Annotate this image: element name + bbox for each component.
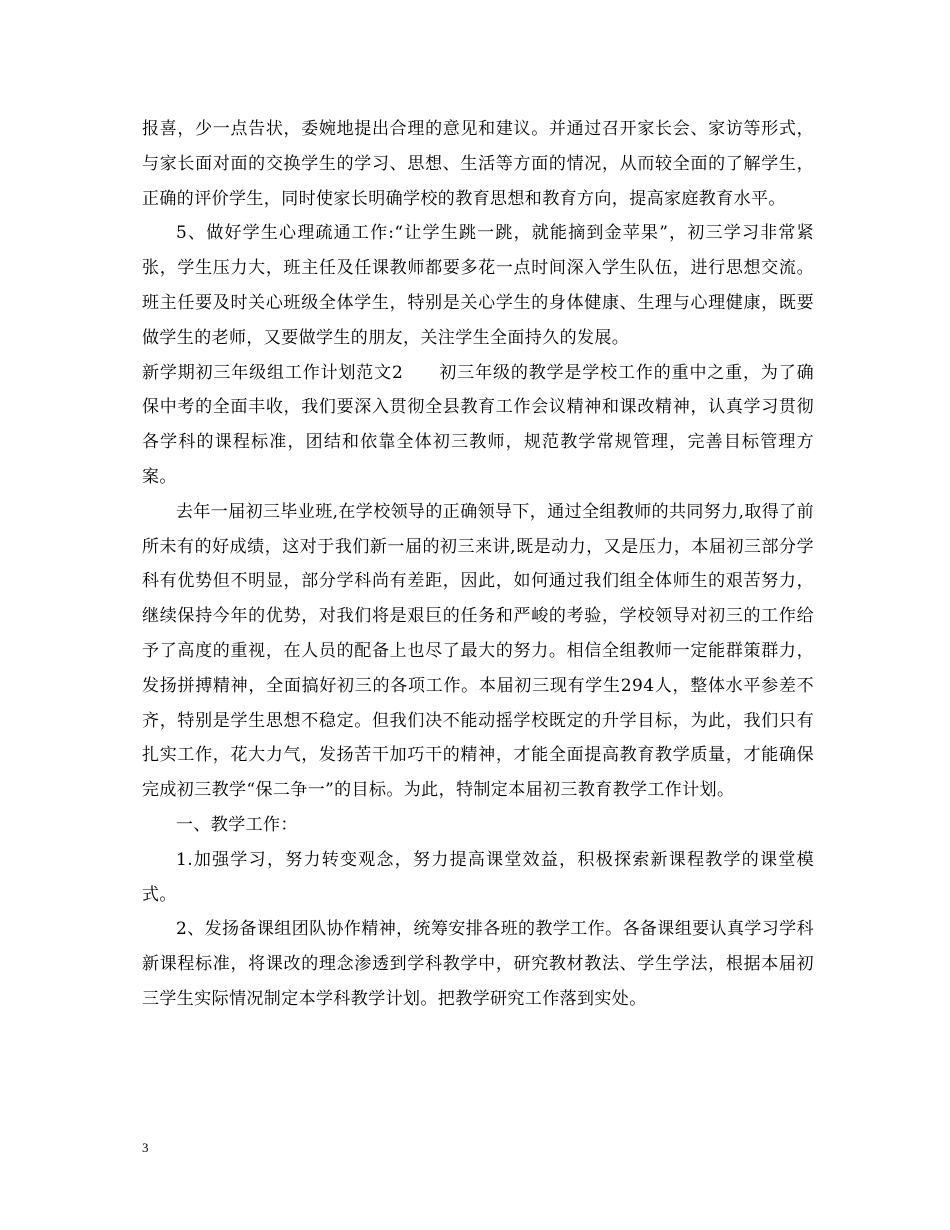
page-number: 3 — [142, 1140, 149, 1155]
list-item-lesson-prep-teamwork: 2、发扬备课组团队协作精神，统筹安排各班的教学工作。各备课组要认真学习学科新课程标准，将课改的理念渗透到学科教学中，研究教材教法、学生学法，根据本届初三学生实际情况制定本学科教学计划。把教学研究工作落到实处。 — [142, 919, 814, 1009]
list-item-strengthen-learning: 1.加强学习，努力转变观念，努力提高课堂效益，积极探索新课程教学的课堂模式。 — [142, 849, 814, 905]
paragraph-parent-communication: 报喜，少一点告状，委婉地提出合理的意见和建议。并通过召开家长会、家访等形式，与家长面对面的交换学生的学习、思想、生活等方面的情况，从而较全面的了解学生，正确的评价学生，同时使家长明确学校的教育思想和教育方向，提高家庭教育水平。 — [142, 119, 814, 209]
document-body — [142, 112, 814, 1017]
paragraph-plan-sample-2-intro: 新学期初三年级组工作计划范文2 初三年级的教学是学校工作的重中之重，为了确保中考的全面丰收，我们要深入贯彻全县教育工作会议精神和课改精神，认真学习贯彻各学科的课程标准，团结和依靠全体初三教师，规范教学常规管理，完善目标管理方案。 — [142, 362, 814, 487]
paragraph-last-year-review: 去年一届初三毕业班,在学校领导的正确领导下，通过全组教师的共同努力,取得了前所未有的好成绩，这对于我们新一届的初三来讲,既是动力，又是压力，本届初三部分学科有优势但不明显，部分学科尚有差距，因此，如何通过我们组全体师生的艰苦努力，继续保持今年的优势，对我们将是艰巨的任务和严峻的考验，学校领导对初三的工作给予了高度的重视，在人员的配备上也尽了最大的努力。相信全组教师一定能群策群力，发扬拼搏精神，全面搞好初三的各项工作。本届初三现有学生294人，整体水平参差不齐，特别是学生思想不稳定。但我们决不能动摇学校既定的升学目标，为此，我们只有扎实工作，花大力气，发扬苦干加巧干的精神，才能全面提高教育教学质量，才能确保完成初三教学“保二争一”的目标。为此，特制定本届初三教育教学工作计划。 — [142, 501, 815, 801]
paragraph-psychological-guidance: 5、做好学生心理疏通工作:“让学生跳一跳，就能摘到金苹果”，初三学习非常紧张，学生压力大，班主任及任课教师都要多花一点时间深入学生队伍，进行思想交流。班主任要及时关心班级全体学生，特别是关心学生的身体健康、生理与心理健康，既要做学生的老师，又要做学生的朋友，关注学生全面持久的发展。 — [142, 223, 814, 348]
section-heading-teaching-work: 一、教学工作： — [176, 814, 298, 835]
